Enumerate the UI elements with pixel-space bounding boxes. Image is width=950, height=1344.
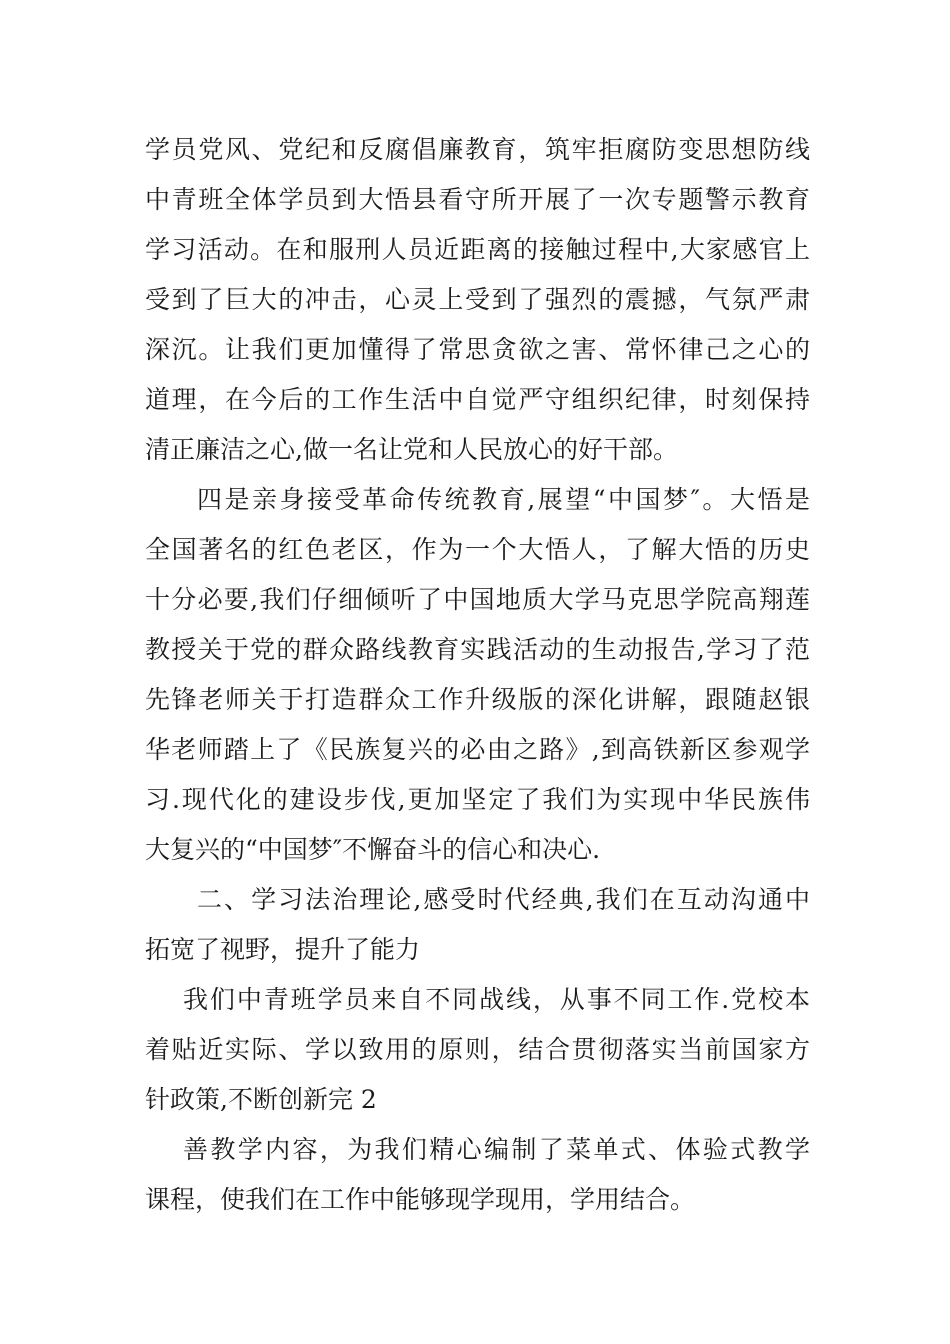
text-line: 华老师踏上了《民族复兴的必由之路》,到高铁新区参观学: [145, 735, 810, 764]
paragraph-start-line: 善教学内容，为我们精心编制了菜单式、体验式教学: [183, 1135, 810, 1164]
text-line: 十分必要,我们仔细倾听了中国地质大学马克思学院高翔莲: [145, 585, 810, 614]
text-line: 针政策,不断创新完 2: [145, 1085, 377, 1114]
text-line: 受到了巨大的冲击，心灵上受到了强烈的震撼，气氛严肃: [145, 285, 810, 314]
document-body: [145, 125, 810, 1225]
text-line: 学习活动。在和服刑人员近距离的接触过程中,大家感官上: [145, 235, 810, 264]
section-heading-line: 拓宽了视野，提升了能力: [145, 935, 421, 964]
paragraph-start-line: 四是亲身接受革命传统教育,展望“中国梦″。大悟是: [197, 485, 810, 514]
section-heading-line: 二、学习法治理论,感受时代经典,我们在互动沟通中: [197, 885, 810, 914]
text-line: 课程，使我们在工作中能够现学现用，学用结合。: [145, 1185, 696, 1214]
text-line: 大复兴的“中国梦″不懈奋斗的信心和决心.: [145, 835, 601, 864]
text-line: 清正廉洁之心,做一名让党和人民放心的好干部。: [145, 435, 678, 464]
text-line: 道理，在今后的工作生活中自觉严守组织纪律，时刻保持: [145, 385, 810, 414]
text-line: 着贴近实际、学以致用的原则，结合贯彻落实当前国家方: [145, 1035, 810, 1064]
text-line: 中青班全体学员到大悟县看守所开展了一次专题警示教育: [145, 185, 810, 214]
paragraph-start-line: 我们中青班学员来自不同战线，从事不同工作.党校本: [183, 985, 810, 1014]
text-line: 教授关于党的群众路线教育实践活动的生动报告,学习了范: [145, 635, 810, 664]
text-line: 学员党风、党纪和反腐倡廉教育，筑牢拒腐防变思想防线: [145, 135, 810, 164]
text-line: 先锋老师关于打造群众工作升级版的深化讲解，跟随赵银: [145, 685, 810, 714]
text-line: 习.现代化的建设步伐,更加坚定了我们为实现中华民族伟: [145, 785, 810, 814]
text-line: 全国著名的红色老区，作为一个大悟人，了解大悟的历史: [145, 535, 810, 564]
text-line: 深沉。让我们更加懂得了常思贪欲之害、常怀律己之心的: [145, 335, 810, 364]
